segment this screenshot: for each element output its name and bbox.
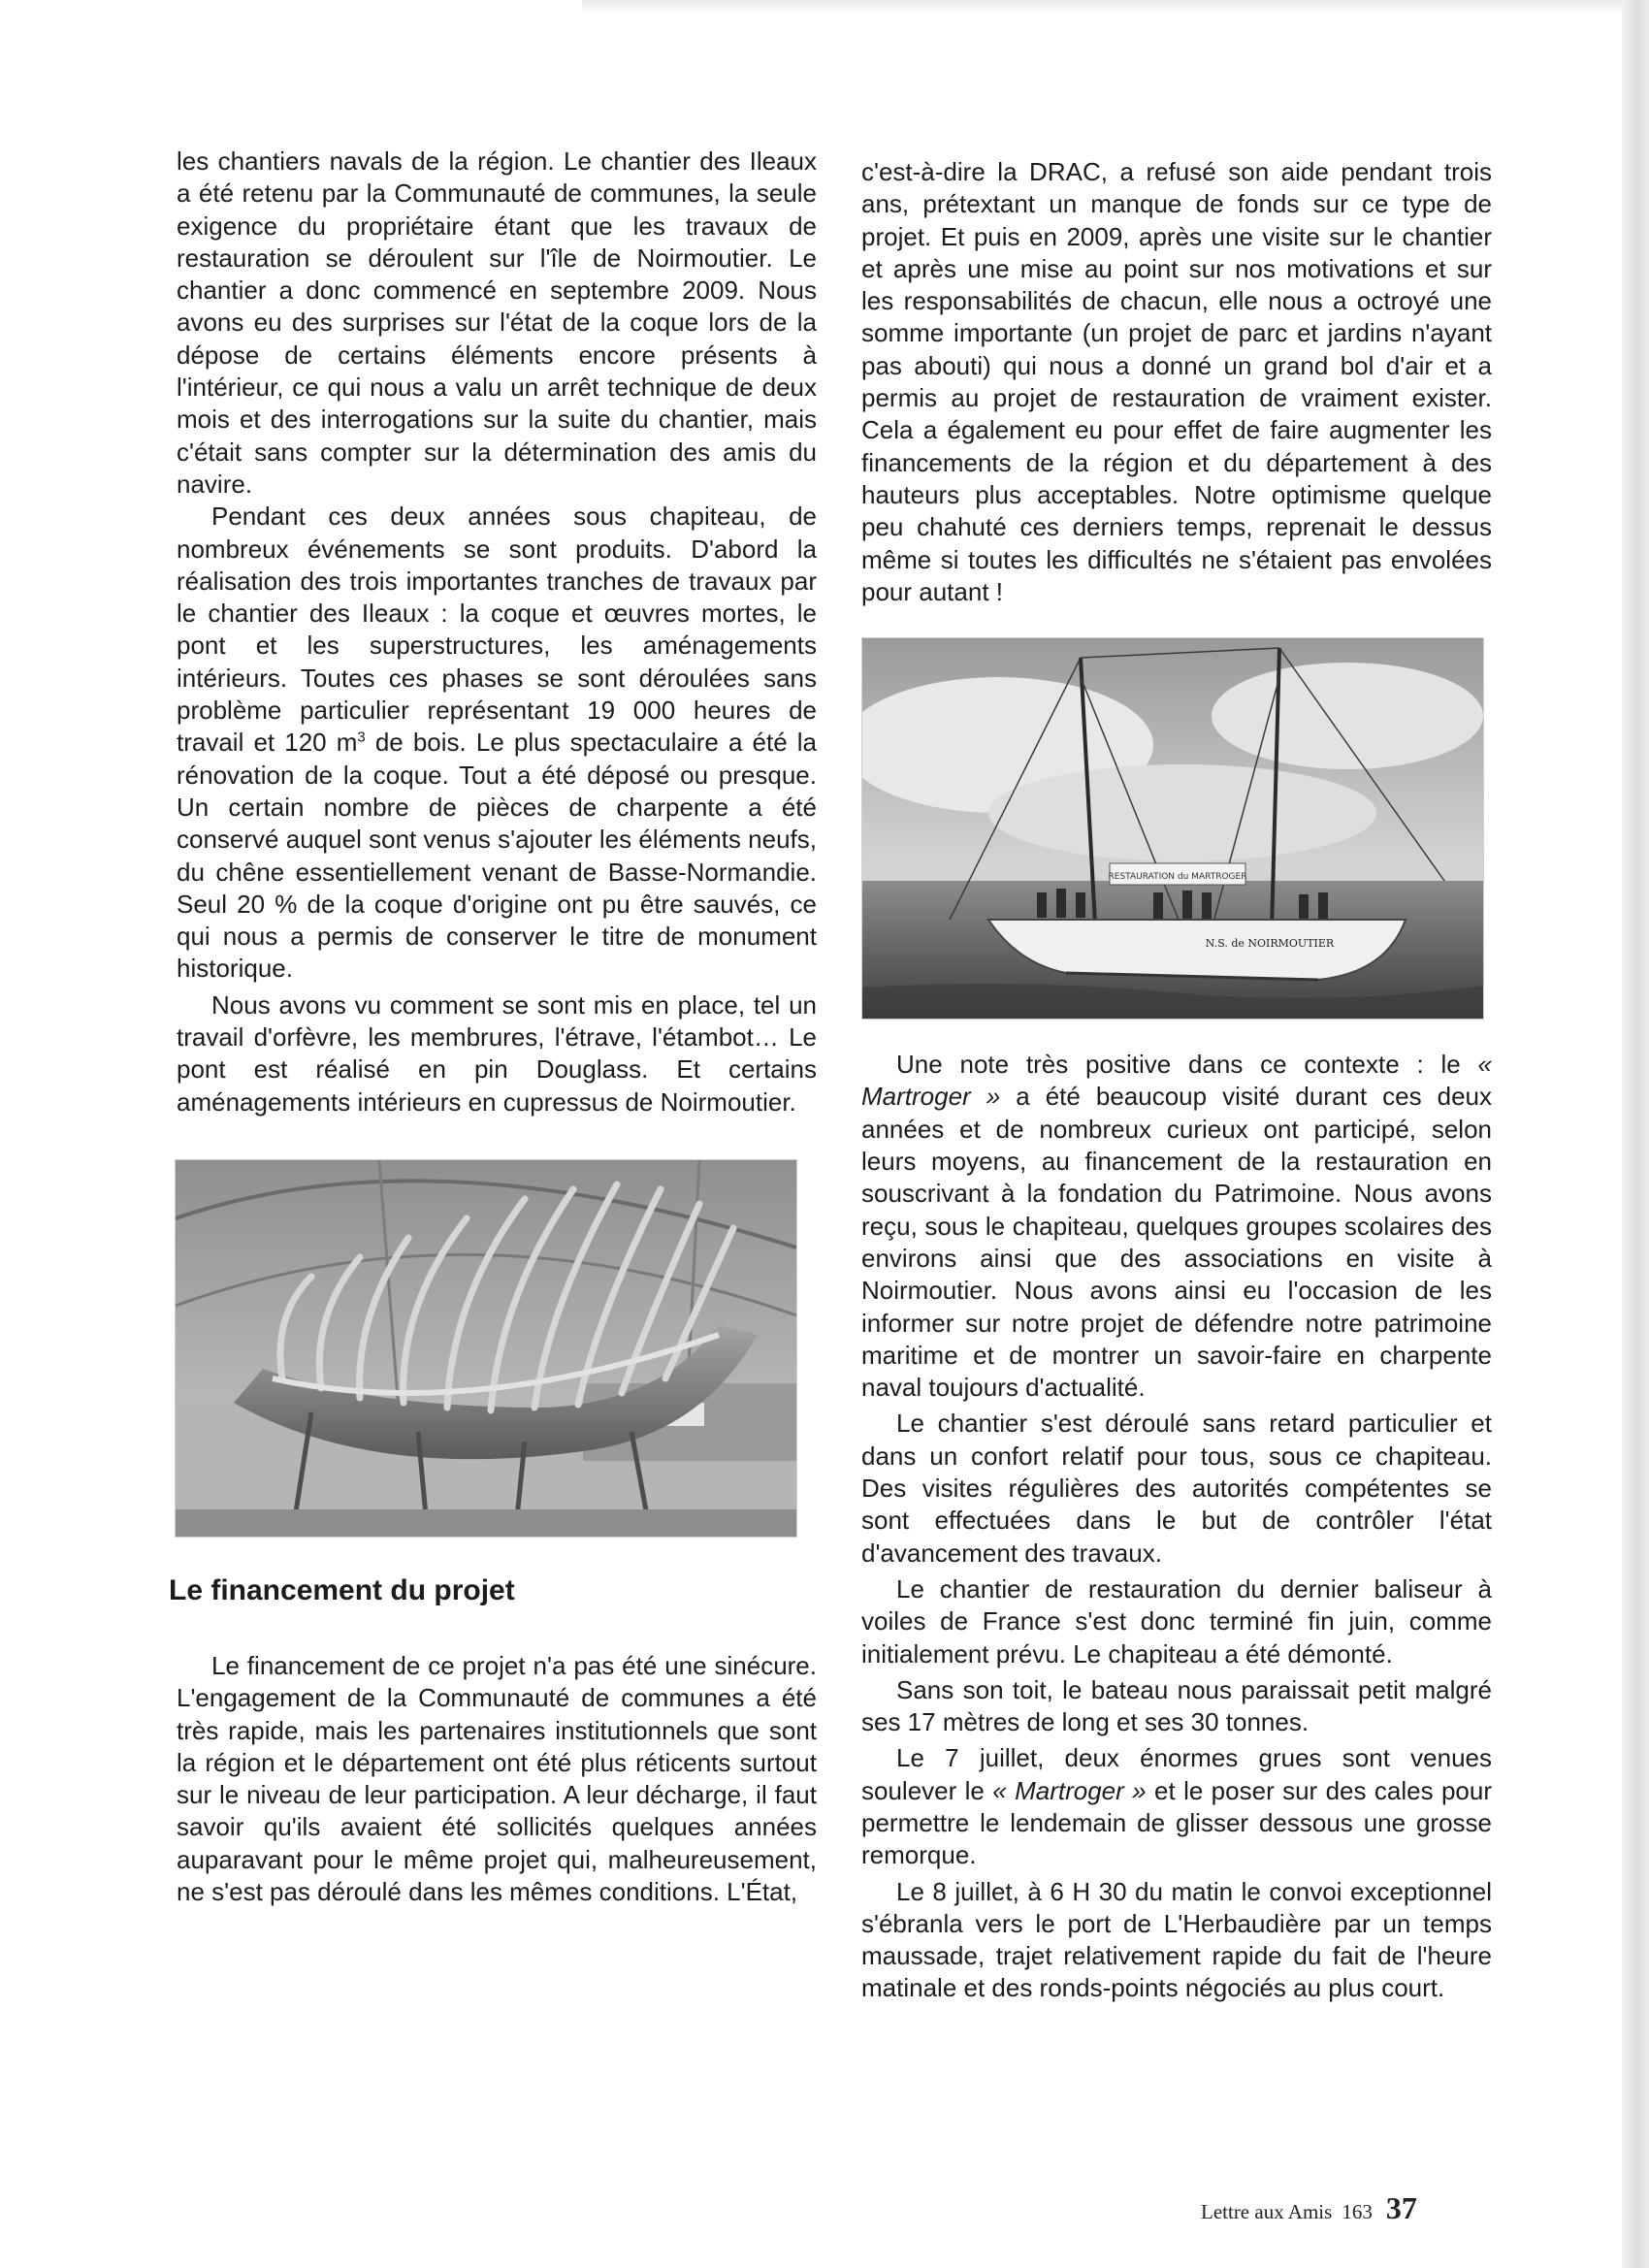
page-edge-right [1622,0,1649,2268]
left-paragraph-3: Nous avons vu comment se sont mis en place, tel un travail d'orfèvre, les membrures, l'étrave, l'étambot… Le pont est réalisé en pin Douglass. Et certains aménagements intérieurs en cupressus de Noirmoutier. [177,989,817,1117]
ship-banner-text: RESTAURATION du MARTROGER [1108,872,1247,883]
right-paragraph-4: Le chantier de restauration du dernier baliseur à voiles de France s'est donc terminé fin juin, comme initialement prévu. Le chapiteau a été démonté. [861,1573,1492,1669]
right-paragraph-2: Une note très positive dans ce contexte : le « Martroger » a été beaucoup visité durant ces deux années et de nombreux curieux ont participé, selon leurs moyens, au financement de la restauration en souscrivant à la fondation du Patrimoine. Nous avons reçu, sous le chapiteau, quelques groupes scolaires des environs ainsi que des associations en visite à Noirmoutier. Nous avons ainsi eu l'occasion de les informer sur notre projet de défendre notre patrimoine maritime et de montrer un savoir-faire en charpente naval toujours d'actualité. [861,1050,1492,1403]
page-footer [1201,2190,1417,2226]
right-paragraph-5: Sans son toit, le bateau nous paraissait petit malgré ses 17 mètres de long et ses 30 tonnes. [861,1674,1492,1737]
section-heading-financing: Le financement du projet [169,1573,515,1606]
right-paragraph-6: Le 7 juillet, deux énormes grues sont venues soulever le « Martroger » et le poser sur des cales pour permettre le lendemain de glisser dessous une grosse remorque. [861,1743,1492,1870]
shipyard-photo-illustration [176,1160,796,1537]
issue-number: 163 [1342,2200,1373,2223]
ship-hull-text: N.S. de NOIRMOUTIER [1205,937,1335,951]
shipyard-hull-frames-photo [175,1159,797,1538]
sailing-ship-photo [861,637,1484,1020]
left-paragraph-1: les chantiers navals de la région. Le chantier des Ileaux a été retenu par la Communauté de communes, la seule exigence du propriétaire étant que les travaux de restauration se déroulent sur l'île de Noirmoutier. Le chantier a donc commencé en septembre 2009. Nous avons eu des surprises sur l'état de la coque lors de la dépose de certains éléments encore présents à l'intérieur, ce qui nous a valu un arrêt technique de deux mois et des interrogations sur la suite du chantier, mais c'était sans compter sur la détermination des amis du navire. [177,146,817,499]
left-column [169,146,817,1908]
right-paragraph-1: c'est-à-dire la DRAC, a refusé son aide pendant trois ans, prétextant un manque de fonds sur ce type de projet. Et puis en 2009, après une visite sur le chantier et après une mise au point sur nos motivations et sur les responsabilités de chacun, elle nous a octroyé une somme importante (un projet de parc et jardins n'ayant pas abouti) qui nous a donné un grand bol d'air et a permis au projet de restauration de vraiment exister. Cela a également eu pour effet de faire augmenter les financements de la région et du département à des hauteurs plus acceptables. Notre optimisme quelque peu chahuté ces derniers temps, reprenait le dessus même si toutes les difficultés ne s'étaient pas envolées pour autant ! [861,157,1492,606]
sailing-ship-illustration [862,638,1483,1019]
right-paragraph-7: Le 8 juillet, à 6 H 30 du matin le convoi exceptionnel s'ébranla vers le port de L'Herbaudière par un temps maussade, trajet relativement rapide du fait de l'heure matinale et des ronds-points négociés au plus court. [861,1876,1492,2003]
page-edge-top [582,0,1622,14]
left-paragraph-4: Le financement de ce projet n'a pas été une sinécure. L'engagement de la Communauté de communes a été très rapide, mais les partenaires institutionnels que sont la région et le département ont été plus réticents surtout sur le niveau de leur participation. A leur décharge, il faut savoir qu'ils avaient été sollicités quelques années auparavant pour le même projet qui, malheureusement, ne s'est pas déroulé dans les mêmes conditions. L'État, [177,1650,817,1906]
right-column [861,156,1492,2005]
publication-name: Lettre aux Amis [1201,2200,1333,2223]
right-paragraph-3: Le chantier s'est déroulé sans retard particulier et dans un confort relatif pour tous, sous ce chapiteau. Des visites régulières des autorités compétentes se sont effectuées dans le but de contrôler l'état d'avancement des travaux. [861,1409,1492,1568]
left-paragraph-2: Pendant ces deux années sous chapiteau, de nombreux événements se sont produits. D'abord la réalisation des trois importantes tranches de travaux par le chantier des Ileaux : la coque et œuvres mortes, le pont et les superstructures, les aménagements intérieurs. Toutes ces phases se sont déroulées sans problème particulier représentant 19 000 heures de travail et 120 $m^3$ de bois. Le plus spectaculaire a été la rénovation de la coque. Tout a été déposé ou presque. Un certain nombre de pièces de charpente a été conservé auquel sont venus s'ajouter les éléments neufs, du chêne essentiellement venant de Basse-Normandie. Seul 20 % de la coque d'origine ont pu être sauvés, ce qui nous a permis de conserver le titre de monument historique. [177,502,817,984]
page-number: 37 [1385,2190,1417,2225]
